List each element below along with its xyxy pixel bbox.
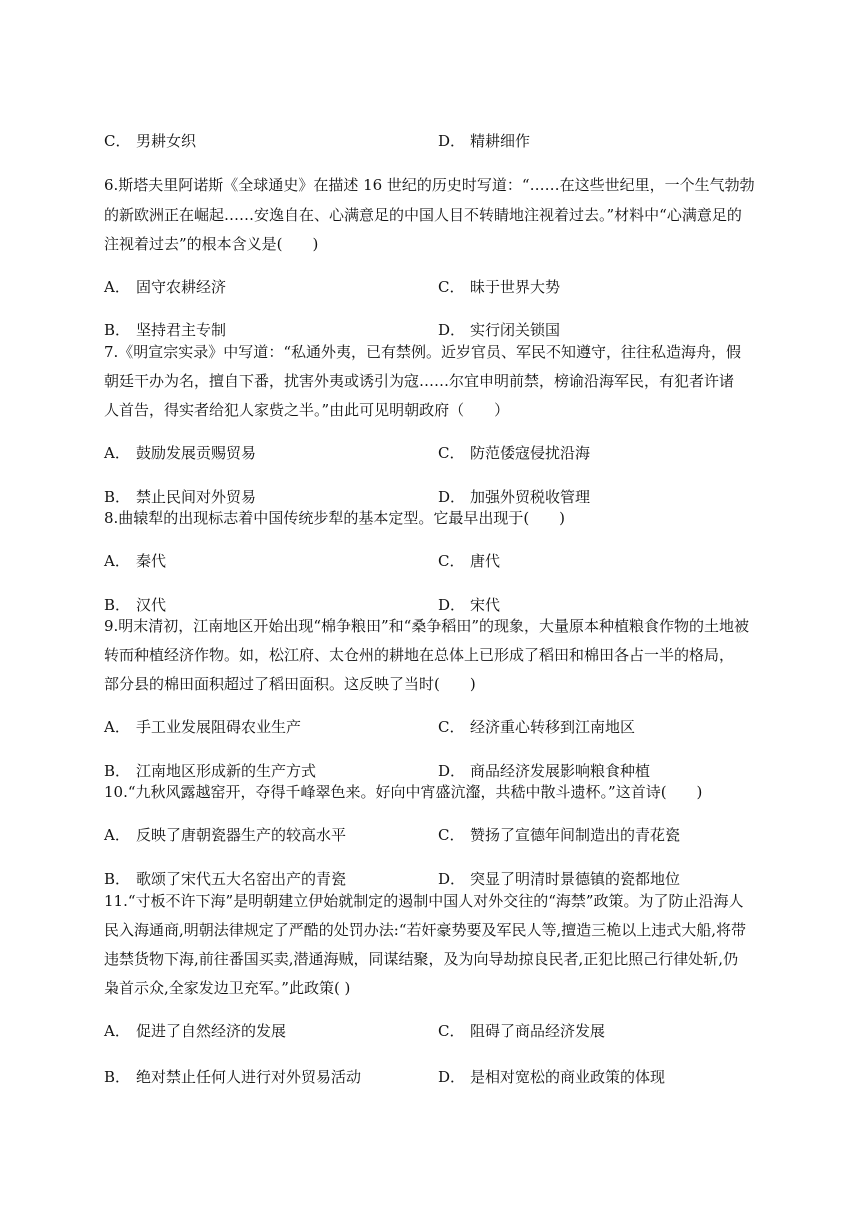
- option-letter: B．: [104, 762, 131, 780]
- option-text: 禁止民间对外贸易: [136, 488, 257, 506]
- q9-stem-line-1: 9.明末清初，江南地区开始出现“棉争粮田”和“桑争稻田”的现象，大量原本种植粮食作物的土地被: [104, 617, 749, 635]
- option-letter: B．: [104, 321, 131, 339]
- option-text: 经济重心转移到江南地区: [470, 718, 636, 736]
- option-text: 秦代: [136, 552, 167, 570]
- option-text: 江南地区形成新的生产方式: [136, 762, 317, 780]
- option-text: 促进了自然经济的发展: [136, 1022, 287, 1040]
- option-letter: C．: [438, 718, 465, 736]
- option-text: 唐代: [470, 552, 501, 570]
- option-text: 实行闭关锁国: [470, 321, 561, 339]
- q6-option-a: [104, 277, 226, 297]
- option-letter: A．: [104, 552, 130, 570]
- option-text: 手工业发展阻碍农业生产: [136, 718, 302, 736]
- option-text: 阻碍了商品经济发展: [470, 1022, 606, 1040]
- option-letter: C．: [438, 444, 465, 462]
- q11-stem-line-3: 违禁货物下海,前往番国买卖,潜通海贼，同谋结聚，及为向导劫掠良民者,正犯比照己行律处斩,仍: [104, 950, 739, 968]
- option-letter: B．: [104, 870, 131, 888]
- q8-option-b: [104, 595, 166, 615]
- option-text: 汉代: [136, 596, 167, 614]
- q7-option-d: [438, 487, 590, 507]
- option-text: 歌颂了宋代五大名窑出产的青瓷: [136, 870, 347, 888]
- q9-stem-line-2: 转而种植经济作物。如，松江府、太仓州的耕地在总体上已形成了稻田和棉田各占一半的格局，: [104, 646, 735, 664]
- q6-option-d: [438, 320, 560, 340]
- option-text: 男耕女织: [136, 132, 197, 150]
- q8-option-a: [104, 551, 166, 571]
- q6-stem-line-3: 注视着过去”的根本含义是( ): [104, 235, 319, 253]
- option-text: 昧于世界大势: [470, 278, 561, 296]
- option-text: 突显了明清时景德镇的瓷都地位: [470, 870, 681, 888]
- q6-option-b: [104, 320, 226, 340]
- q11-stem-line-4: 枭首示众,全家发边卫充军。”此政策( ): [104, 979, 351, 997]
- option-letter: C．: [438, 1022, 465, 1040]
- option-letter: B．: [104, 1068, 131, 1086]
- option-text: 鼓励发展贡赐贸易: [136, 444, 257, 462]
- option-text: 商品经济发展影响粮食种植: [470, 762, 651, 780]
- q6-stem-line-1: 6.斯塔夫里阿诺斯《全球通史》在描述 16 世纪的历史时写道：“……在这些世纪里，一个生气勃勃: [104, 176, 755, 194]
- q11-stem-line-1: 11.“寸板不许下海”是明朝建立伊始就制定的遏制中国人对外交往的“海禁”政策。为了防止沿海人: [104, 892, 744, 910]
- option-letter: B．: [104, 488, 131, 506]
- option-letter: C．: [438, 552, 465, 570]
- option-text: 防范倭寇侵扰沿海: [470, 444, 591, 462]
- q5-option-c: [104, 131, 196, 151]
- option-letter: D．: [438, 596, 466, 614]
- option-letter: A．: [104, 278, 130, 296]
- q10-option-d: [438, 869, 680, 889]
- option-text: 坚持君主专制: [136, 321, 227, 339]
- q7-option-b: [104, 487, 256, 507]
- option-letter: D．: [438, 488, 466, 506]
- option-letter: C．: [438, 278, 465, 296]
- q11-option-a: [104, 1021, 286, 1041]
- option-text: 固守农耕经济: [136, 278, 227, 296]
- option-text: 是相对宽松的商业政策的体现: [470, 1068, 666, 1086]
- option-text: 赞扬了宣德年间制造出的青花瓷: [470, 826, 681, 844]
- option-letter: B．: [104, 596, 131, 614]
- q11-stem-line-2: 民入海通商,明朝法律规定了严酷的处罚办法:“若奸豪势要及军民人等,擅造三桅以上违式大船,将带: [104, 921, 747, 939]
- option-letter: C．: [104, 132, 131, 150]
- q7-stem-line-2: 朝廷干办为名，擅自下番，扰害外夷或诱引为寇……尔宜申明前禁，榜谕沿海军民，有犯者许诸: [104, 372, 735, 390]
- option-letter: A．: [104, 1022, 130, 1040]
- option-letter: D．: [438, 870, 466, 888]
- option-text: 宋代: [470, 596, 501, 614]
- q9-option-b: [104, 761, 316, 781]
- q10-option-c: [438, 825, 680, 845]
- q8-option-c: [438, 551, 500, 571]
- option-text: 反映了唐朝瓷器生产的较高水平: [136, 826, 347, 844]
- option-letter: D．: [438, 762, 466, 780]
- option-text: 加强外贸税收管理: [470, 488, 591, 506]
- q7-stem-line-1: 7.《明宣宗实录》中写道：“私通外夷，已有禁例。近岁官员、军民不知遵守，往往私造海舟，假: [104, 343, 741, 361]
- option-letter: A．: [104, 826, 130, 844]
- q8-stem-line-1: 8.曲辕犁的出现标志着中国传统步犁的基本定型。它最早出现于( ): [104, 509, 566, 527]
- q9-option-c: [438, 717, 635, 737]
- q9-stem-line-3: 部分县的棉田面积超过了稻田面积。这反映了当时( ): [104, 675, 476, 693]
- q6-stem-line-2: 的新欧洲正在崛起……安逸自在、心满意足的中国人目不转睛地注视着过去。”材料中“心满意足的: [104, 206, 742, 224]
- option-letter: D．: [438, 132, 466, 150]
- q9-option-a: [104, 717, 301, 737]
- q9-option-d: [438, 761, 650, 781]
- q11-option-c: [438, 1021, 605, 1041]
- q10-option-b: [104, 869, 346, 889]
- q8-option-d: [438, 595, 500, 615]
- option-letter: A．: [104, 718, 130, 736]
- q7-option-c: [438, 443, 590, 463]
- q6-option-c: [438, 277, 560, 297]
- q5-option-d: [438, 131, 530, 151]
- option-text: 绝对禁止任何人进行对外贸易活动: [136, 1068, 362, 1086]
- option-letter: D．: [438, 321, 466, 339]
- q10-stem-line-1: 10.“九秋风露越窑开，夺得千峰翠色来。好向中宵盛沆瀣，共嵇中散斗遗杯。”这首诗( ): [104, 783, 703, 801]
- option-letter: A．: [104, 444, 130, 462]
- q11-option-b: [104, 1067, 361, 1087]
- option-letter: C．: [438, 826, 465, 844]
- q10-option-a: [104, 825, 346, 845]
- option-letter: D．: [438, 1068, 466, 1086]
- q7-stem-line-3: 人首告，得实者给犯人家赀之半。”由此可见明朝政府（ ）: [104, 401, 510, 419]
- q11-option-d: [438, 1067, 665, 1087]
- option-text: 精耕细作: [470, 132, 531, 150]
- q7-option-a: [104, 443, 256, 463]
